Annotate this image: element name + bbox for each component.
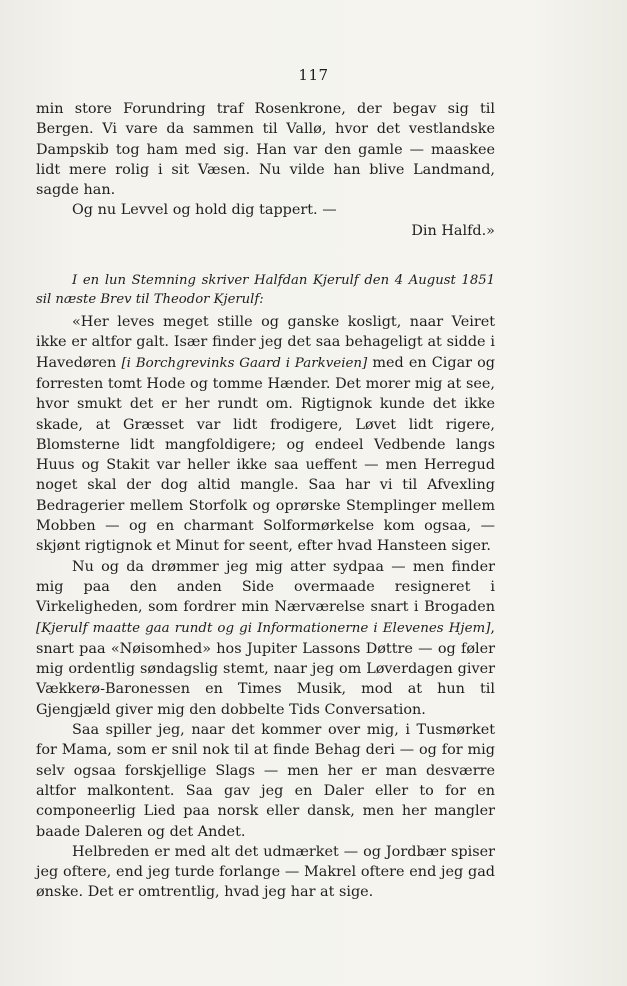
letter-text: Nu og da drømmer jeg mig atter sydpaa — men finder mig paa den anden Side overmaade resigneret i Virkeligheden, som fordrer min Nærværelse snart i Brogaden bbox=[36, 558, 495, 616]
paragraph: Saa spiller jeg, naar det kommer over mig, i Tusmørket for Mama, som er snil nok til at finde Behag deri — og for mig selv ogsaa forskjellige Slags — men her er man desværre altfor malkontent. Saa gav jeg en Daler eller to for en componeerlig Lied paa norsk eller dansk, men her mangler baade Daleren og det Andet. bbox=[36, 722, 495, 840]
letter-text: «Her leves meget stille og ganske kosligt, naar Veiret ikke er altfor galt. Især finder jeg det saa behageligt at sidde i Havedøren bbox=[36, 314, 495, 371]
editorial-intro: I en lun Stemning skriver Halfdan Kjerulf den 4 August 1851 sil næste Brev til Theodor Kjerulf: bbox=[36, 273, 495, 308]
editorial-note: [Kjerulf maatte gaa rundt og gi Informationerne i Elevenes Hjem] bbox=[36, 620, 491, 636]
paragraph bbox=[36, 557, 495, 720]
signature: Din Halfd.» bbox=[411, 222, 495, 239]
paragraph bbox=[36, 312, 495, 557]
page-text bbox=[36, 99, 495, 903]
editorial-note: [i Borchgrevinks Gaard i Parkveien] bbox=[121, 355, 368, 371]
paragraph: Helbreden er med alt det udmærket — og Jordbær spiser jeg oftere, end jeg turde forlange — Makrel oftere end jeg gad ønske. Det er omtrentlig, hvad jeg har at sige. bbox=[36, 843, 495, 901]
letter-text: , snart paa «Nøisomhed» hos Jupiter Lassons Døttre — og føler mig ordentlig søndagslig stemt, naar jeg om Løverdagen giver Vækkerø-Baronessen en Times Musik, mod at hun til Gjengjæld giver mig den dobbelte Tids Conversation. bbox=[36, 619, 495, 718]
letter-text: med en Cigar og forresten tomt Hode og tomme Hænder. Det morer mig at see, hvor smukt det er her rundt om. Rigtignok kunde det ikke skade, at Græsset var lidt frodigere, Løvet lidt rigere, Blomsterne lidt mangfoldigere; og endeel Vedbende langs Huus og Stakit var heller ikke saa ueffent — men Herregud noget skal der dog altid mangle. Saa har vi til Afvexling Bedragerier mellem Storfolk og oprørske Stemplinger mellem Mobben — og en charmant Solformørkelse kom ogsaa, — skjønt rigtignok et Minut for seent, efter hvad Hansteen siger. bbox=[36, 354, 496, 555]
page-number: 117 bbox=[298, 66, 329, 84]
paragraph: Og nu Levvel og hold dig tappert. — bbox=[72, 202, 337, 219]
paragraph: min store Forundring traf Rosenkrone, der begav sig til Bergen. Vi vare da sammen til Vallø, hvor det vestlandske Dampskib tog ham med sig. Han var den gamle — maaskee lidt mere rolig i sit Væsen. Nu vilde han blive Landmand, sagde han. bbox=[36, 101, 495, 199]
